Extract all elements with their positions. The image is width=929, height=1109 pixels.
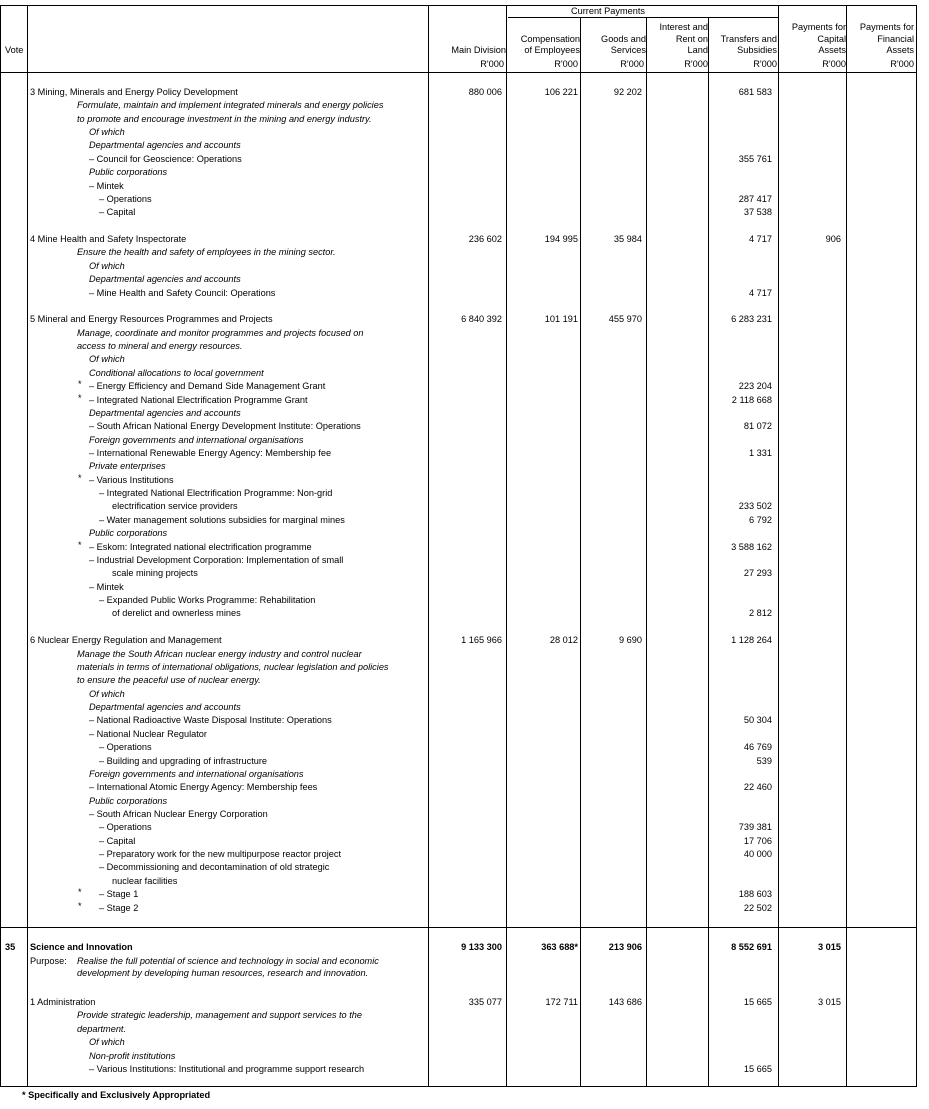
vote35-number: 35: [5, 942, 16, 952]
transfers-value: 4 717: [749, 287, 772, 298]
header-financial-3: Assets: [886, 45, 914, 55]
capital-value: 906: [825, 234, 841, 245]
row-label: – Various Institutions: [89, 474, 174, 485]
table-rule: [506, 5, 507, 1087]
row-label: – Mintek: [89, 581, 124, 592]
appropriated-marker: *: [78, 887, 82, 898]
header-interest-3: Land: [687, 45, 708, 55]
header-financial-2: Financial: [877, 34, 914, 44]
transfers-value: 17 706: [743, 835, 772, 846]
header-financial-1: Payments for: [859, 22, 914, 32]
table-rule: [0, 72, 917, 73]
table-rule: [27, 5, 28, 1087]
row-label: – Operations: [99, 822, 152, 833]
unit-financial: R'000: [890, 59, 914, 69]
row-label: Of which: [89, 127, 125, 138]
vote35-title: Science and Innovation: [30, 942, 133, 952]
transfers-value: 81 072: [743, 421, 772, 432]
row-label: Public corporations: [89, 167, 168, 178]
programme-title: 6 Nuclear Energy Regulation and Management: [30, 635, 222, 646]
transfers-value: 739 381: [738, 822, 772, 833]
row-label: Manage the South African nuclear energy industry and control nuclear: [77, 648, 362, 659]
row-label: – Operations: [99, 193, 152, 204]
transfers-value: 15 665: [743, 997, 772, 1007]
row-label: electrification service providers: [112, 501, 238, 512]
row-label: – Mine Health and Safety Council: Operations: [89, 287, 276, 298]
appropriated-marker: *: [78, 539, 82, 550]
row-label: – Industrial Development Corporation: Implementation of small: [89, 554, 344, 565]
table-rule: [0, 5, 1, 1087]
row-label: department.: [77, 1023, 127, 1034]
vote35-capital: 3 015: [818, 942, 841, 952]
header-capital-3: Assets: [818, 45, 846, 55]
row-label: – Preparatory work for the new multipurpose reactor project: [99, 849, 342, 860]
main-value: 236 602: [468, 234, 502, 245]
row-label: – National Nuclear Regulator: [89, 728, 207, 739]
row-label: Departmental agencies and accounts: [89, 407, 241, 418]
transfers-value: 287 417: [738, 193, 772, 204]
header-interest-1: Interest and: [659, 22, 708, 32]
row-label: Private enterprises: [89, 461, 166, 472]
transfers-value: 2 118 668: [731, 394, 772, 405]
unit-capital: R'000: [822, 59, 846, 69]
goods-value: 35 984: [613, 234, 642, 245]
row-label: – Integrated National Electrification Programme: Non-grid: [99, 488, 333, 499]
row-label: Of which: [89, 1037, 125, 1048]
row-label: Ensure the health and safety of employees in the mining sector.: [77, 247, 336, 258]
row-label: – International Renewable Energy Agency: Membership fee: [89, 447, 332, 458]
table-rule: [508, 17, 778, 18]
comp-value: 101 191: [544, 314, 578, 325]
row-label: – Decommissioning and decontamination of old strategic: [99, 862, 330, 873]
header-goods-2: Services: [610, 45, 646, 55]
goods-value: 455 970: [608, 314, 642, 325]
goods-value: 143 686: [608, 997, 642, 1007]
transfers-value: 3 588 162: [731, 541, 772, 552]
unit-interest: R'000: [684, 59, 708, 69]
row-label: Public corporations: [89, 795, 168, 806]
row-label: Conditional allocations to local government: [89, 367, 264, 378]
header-compensation-2: of Employees: [524, 45, 580, 55]
row-label: scale mining projects: [112, 568, 198, 579]
header-main-division: Main Division: [451, 45, 506, 55]
header-compensation-1: Compensation: [520, 34, 580, 44]
row-label: – Integrated National Electrification Programme Grant: [89, 394, 308, 405]
transfers-value: 22 460: [743, 782, 772, 793]
row-label: – South African National Energy Development Institute: Operations: [89, 421, 361, 432]
transfers-value: 188 603: [738, 889, 772, 900]
header-goods-1: Goods and: [601, 34, 646, 44]
unit-transfers: R'000: [753, 59, 777, 69]
row-label: Foreign governments and international organisations: [89, 434, 304, 445]
footnote: * Specifically and Exclusively Appropriated: [22, 1090, 211, 1100]
programme-title: 3 Mining, Minerals and Energy Policy Development: [30, 87, 238, 97]
goods-value: 9 690: [619, 635, 642, 646]
row-label: – Stage 2: [99, 902, 139, 913]
transfers-value: 681 583: [738, 87, 772, 97]
unit-comp: R'000: [554, 59, 578, 69]
appropriated-marker: *: [78, 379, 82, 390]
table-rule: [0, 927, 917, 928]
row-label: – Capital: [99, 835, 136, 846]
header-current-payments: Current Payments: [570, 6, 646, 16]
goods-value: 92 202: [613, 87, 642, 97]
row-label: Departmental agencies and accounts: [89, 274, 241, 285]
unit-goods: R'000: [620, 59, 644, 69]
table-rule: [708, 17, 709, 1087]
row-label: Foreign governments and international organisations: [89, 768, 304, 779]
row-label: Non-profit institutions: [89, 1050, 176, 1061]
table-rule: [846, 5, 847, 1087]
row-label: materials in terms of international obligations, nuclear legislation and policies: [77, 661, 389, 672]
row-label: – National Radioactive Waste Disposal Institute: Operations: [89, 715, 332, 726]
row-label: – Capital: [99, 207, 136, 218]
transfers-value: 1 128 264: [731, 635, 772, 646]
header-interest-2: Rent on: [675, 34, 708, 44]
row-label: – Mintek: [89, 180, 124, 191]
row-label: – Operations: [99, 742, 152, 753]
transfers-value: 46 769: [743, 742, 772, 753]
main-value: 335 077: [468, 997, 502, 1007]
row-label: access to mineral and energy resources.: [77, 341, 243, 352]
row-label: – Various Institutions: Institutional and programme support research: [89, 1064, 365, 1074]
row-label: – Energy Efficiency and Demand Side Management Grant: [89, 381, 326, 392]
transfers-value: 539: [756, 755, 772, 766]
vote35-comp: 363 688*: [541, 942, 578, 952]
header-capital-1: Payments for: [791, 22, 846, 32]
programme-title: 5 Mineral and Energy Resources Programmes and Projects: [30, 314, 273, 325]
transfers-value: 233 502: [738, 501, 772, 512]
main-value: 880 006: [468, 87, 502, 97]
transfers-value: 22 502: [743, 902, 772, 913]
row-label: Departmental agencies and accounts: [89, 702, 241, 713]
row-label: Formulate, maintain and implement integrated minerals and energy policies: [77, 100, 384, 111]
header-transfers-1: Transfers and: [720, 34, 777, 44]
row-label: to ensure the peaceful use of nuclear energy.: [77, 675, 261, 686]
row-label: Manage, coordinate and monitor programmes and projects focused on: [77, 327, 364, 338]
row-label: – Stage 1: [99, 889, 139, 900]
vote35-transfers: 8 552 691: [731, 942, 772, 952]
table-rule: [0, 5, 917, 6]
row-label: of derelict and ownerless mines: [112, 608, 241, 619]
transfers-value: 27 293: [743, 568, 772, 579]
appropriated-marker: *: [78, 900, 82, 911]
table-rule: [580, 17, 581, 1087]
row-label: – Council for Geoscience: Operations: [89, 153, 242, 164]
row-label: to promote and encourage investment in the mining and energy industry.: [77, 113, 372, 124]
header-transfers-2: Subsidies: [737, 45, 777, 55]
vote35-main: 9 133 300: [461, 942, 502, 952]
vote35-purpose-line: Realise the full potential of science and technology in social and economic: [77, 956, 379, 966]
table-rule: [646, 17, 647, 1087]
vote35-purpose-label: Purpose:: [30, 956, 67, 966]
row-label: – Building and upgrading of infrastructure: [99, 755, 268, 766]
transfers-value: 15 665: [743, 1064, 772, 1074]
transfers-value: 223 204: [738, 381, 772, 392]
table-rule: [428, 5, 429, 1087]
row-label: – International Atomic Energy Agency: Membership fees: [89, 782, 318, 793]
transfers-value: 6 792: [749, 514, 772, 525]
appropriated-marker: *: [78, 472, 82, 483]
programme-title: 1 Administration: [30, 997, 96, 1007]
row-label: – Expanded Public Works Programme: Rehabilitation: [99, 595, 316, 606]
transfers-value: 2 812: [749, 608, 772, 619]
transfers-value: 4 717: [749, 234, 772, 245]
header-vote: Vote: [5, 45, 24, 55]
row-label: – South African Nuclear Energy Corporation: [89, 808, 268, 819]
table-rule: [0, 1086, 917, 1087]
table-rule: [778, 5, 779, 1087]
unit-main: R'000: [480, 59, 504, 69]
row-label: – Water management solutions subsidies for marginal mines: [99, 514, 345, 525]
row-label: Of which: [89, 354, 125, 365]
programme-title: 4 Mine Health and Safety Inspectorate: [30, 234, 187, 245]
transfers-value: 6 283 231: [731, 314, 772, 325]
row-label: Public corporations: [89, 528, 168, 539]
row-label: nuclear facilities: [112, 875, 178, 886]
transfers-value: 355 761: [738, 153, 772, 164]
vote35-goods: 213 906: [608, 942, 642, 952]
comp-value: 194 995: [544, 234, 578, 245]
row-label: Departmental agencies and accounts: [89, 140, 241, 151]
transfers-value: 1 331: [749, 447, 772, 458]
appropriated-marker: *: [78, 392, 82, 403]
vote35-purpose-line: development by developing human resources, research and innovation.: [77, 968, 369, 978]
capital-value: 3 015: [818, 997, 841, 1007]
transfers-value: 50 304: [743, 715, 772, 726]
comp-value: 106 221: [544, 87, 578, 97]
transfers-value: 40 000: [743, 849, 772, 860]
main-value: 6 840 392: [461, 314, 502, 325]
transfers-value: 37 538: [743, 207, 772, 218]
row-label: – Eskom: Integrated national electrification programme: [89, 541, 312, 552]
comp-value: 28 012: [549, 635, 578, 646]
main-value: 1 165 966: [461, 635, 502, 646]
row-label: Provide strategic leadership, management and support services to the: [77, 1010, 362, 1021]
row-label: Of which: [89, 260, 125, 271]
row-label: Of which: [89, 688, 125, 699]
header-capital-2: Capital: [817, 34, 846, 44]
table-rule: [916, 5, 917, 1087]
comp-value: 172 711: [545, 997, 578, 1007]
